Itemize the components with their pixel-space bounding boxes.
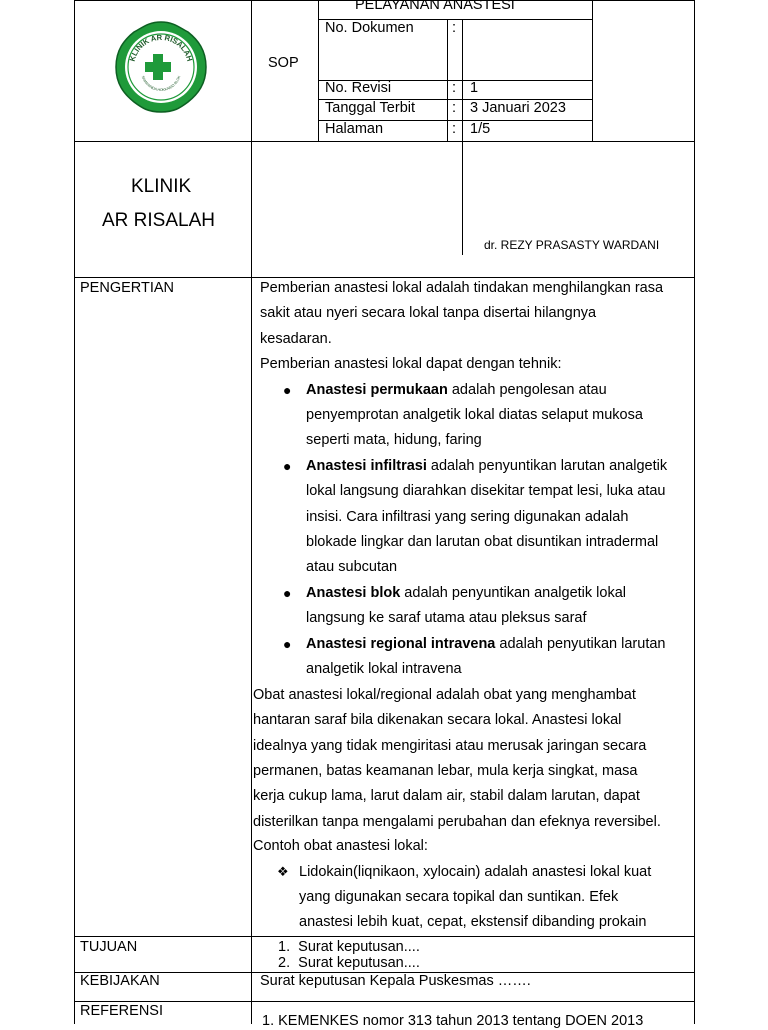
technique-term: Anastesi infiltrasi <box>306 458 427 474</box>
value-column-divider <box>462 19 463 255</box>
example-text: yang digunakan secara topikal dan suntikan. Efek <box>299 889 619 905</box>
bullet-icon: ● <box>283 458 292 474</box>
technique-text: blokade lingkar dan larutan obat disuntikan intradermal <box>306 534 659 550</box>
technique-text: adalah penyutikan larutan <box>495 636 666 652</box>
bullet-icon: ● <box>283 382 292 398</box>
bullet-icon: ● <box>283 636 292 652</box>
field-value-tanggal: 3 Januari 2023 <box>470 100 566 116</box>
obat-paragraph-line: disterilkan tanpa mengalami perubahan dan efeknya reversibel. <box>253 814 661 830</box>
technique-text: insisi. Cara infiltrasi yang sering digunakan adalah <box>306 509 629 525</box>
example-text: anastesi lebih kuat, cepat, ekstensif dibanding prokain <box>299 914 647 930</box>
technique-text: adalah pengolesan atau <box>447 382 607 398</box>
logo-sub-text: SAMARINDA HOKKAIDO BLOK <box>140 75 182 93</box>
obat-paragraph-line: Contoh obat anastesi lokal: <box>253 838 428 854</box>
document-title: PELAYANAN ANASTESI <box>355 0 515 13</box>
technique-term: Anastesi regional intravena <box>306 636 496 652</box>
obat-paragraph-line: kerja cukup lama, larut dalam air, stabil dalam larutan, dapat <box>253 788 640 804</box>
technique-text: langsung ke saraf utama atau pleksus saraf <box>306 610 587 626</box>
field-label-revisi: No. Revisi <box>325 80 392 96</box>
technique-text: atau subcutan <box>306 559 398 575</box>
obat-paragraph-line: permanen, batas keamanan lebar, mula kerja singkat, masa <box>253 763 638 779</box>
tujuan-item: 2. Surat keputusan.... <box>278 955 420 971</box>
bullet-icon: ● <box>283 585 292 601</box>
field-value-halaman: 1/5 <box>470 121 491 137</box>
table-divider-labels <box>251 0 252 1024</box>
tujuan-label: TUJUAN <box>80 939 138 955</box>
example-text: Lidokain(liqnikaon, xylocain) adalah anastesi lokal kuat <box>299 864 652 880</box>
field-colon-tanggal: : <box>452 100 457 116</box>
field-label-dokumen: No. Dokumen <box>325 20 414 36</box>
obat-paragraph-line: Obat anastesi lokal/regional adalah obat yang menghambat <box>253 687 636 703</box>
field-label-halaman: Halaman <box>325 121 384 137</box>
referensi-text: 1. KEMENKES nomor 313 tahun 2013 tentang DOEN 2013 <box>262 1013 644 1029</box>
technique-item <box>306 632 665 657</box>
field-colon-halaman: : <box>452 121 457 137</box>
logo-ring-text: KLINIK AR RISALAH <box>127 32 195 63</box>
field-value-revisi: 1 <box>470 80 479 96</box>
clinic-name-line2: AR RISALAH <box>102 210 215 231</box>
sop-label: SOP <box>268 55 299 71</box>
technique-item <box>306 378 607 403</box>
technique-text: adalah penyuntikan larutan analgetik <box>426 458 668 474</box>
table-border-left <box>74 0 75 1024</box>
field-colon-revisi: : <box>452 80 457 96</box>
obat-paragraph-line: idealnya yang tidak mengiritasi atau merusak jaringan secara <box>253 738 647 754</box>
pengertian-intro-line: sakit atau nyeri secara lokal tanpa disertai hilangnya <box>260 305 597 321</box>
pengertian-label: PENGERTIAN <box>80 280 175 296</box>
technique-text: penyemprotan analgetik lokal diatas selaput mukosa <box>306 407 643 423</box>
technique-text: lokal langsung diarahkan disekitar tempat lesi, luka atau <box>306 483 666 499</box>
pengertian-intro-line: kesadaran. <box>260 331 332 347</box>
technique-text: adalah penyuntikan analgetik lokal <box>400 585 627 601</box>
technique-term: Anastesi blok <box>306 585 401 601</box>
tujuan-item: 1. Surat keputusan.... <box>278 939 420 955</box>
signer-name: dr. REZY PRASASTY WARDANI <box>484 238 660 252</box>
header-bottom <box>74 141 695 142</box>
technique-item <box>306 581 626 606</box>
pengertian-row-bottom <box>74 936 695 937</box>
table-border-right <box>694 0 695 1024</box>
clinic-logo <box>112 18 210 116</box>
technique-term: Anastesi permukaan <box>306 382 448 398</box>
obat-paragraph-line: hantaran saraf bila dikenakan secara lokal. Anastesi lokal <box>253 712 622 728</box>
technique-text: analgetik lokal intravena <box>306 661 462 677</box>
diamond-bullet-icon: ❖ <box>277 864 289 879</box>
kebijakan-row-bottom <box>74 1001 695 1002</box>
referensi-label: REFERENSI <box>80 1003 163 1019</box>
field-label-tanggal: Tanggal Terbit <box>325 100 416 116</box>
field-colon-dokumen: : <box>452 20 457 36</box>
clinic-name-line1: KLINIK <box>131 176 192 197</box>
technique-text: seperti mata, hidung, faring <box>306 432 482 448</box>
kebijakan-text: Surat keputusan Kepala Puskesmas ……. <box>260 973 531 989</box>
kebijakan-label: KEBIJAKAN <box>80 973 160 989</box>
pengertian-intro-line: Pemberian anastesi lokal dapat dengan tehnik: <box>260 356 562 372</box>
pengertian-intro-line: Pemberian anastesi lokal adalah tindakan menghilangkan rasa <box>260 280 664 296</box>
technique-item <box>306 454 667 479</box>
